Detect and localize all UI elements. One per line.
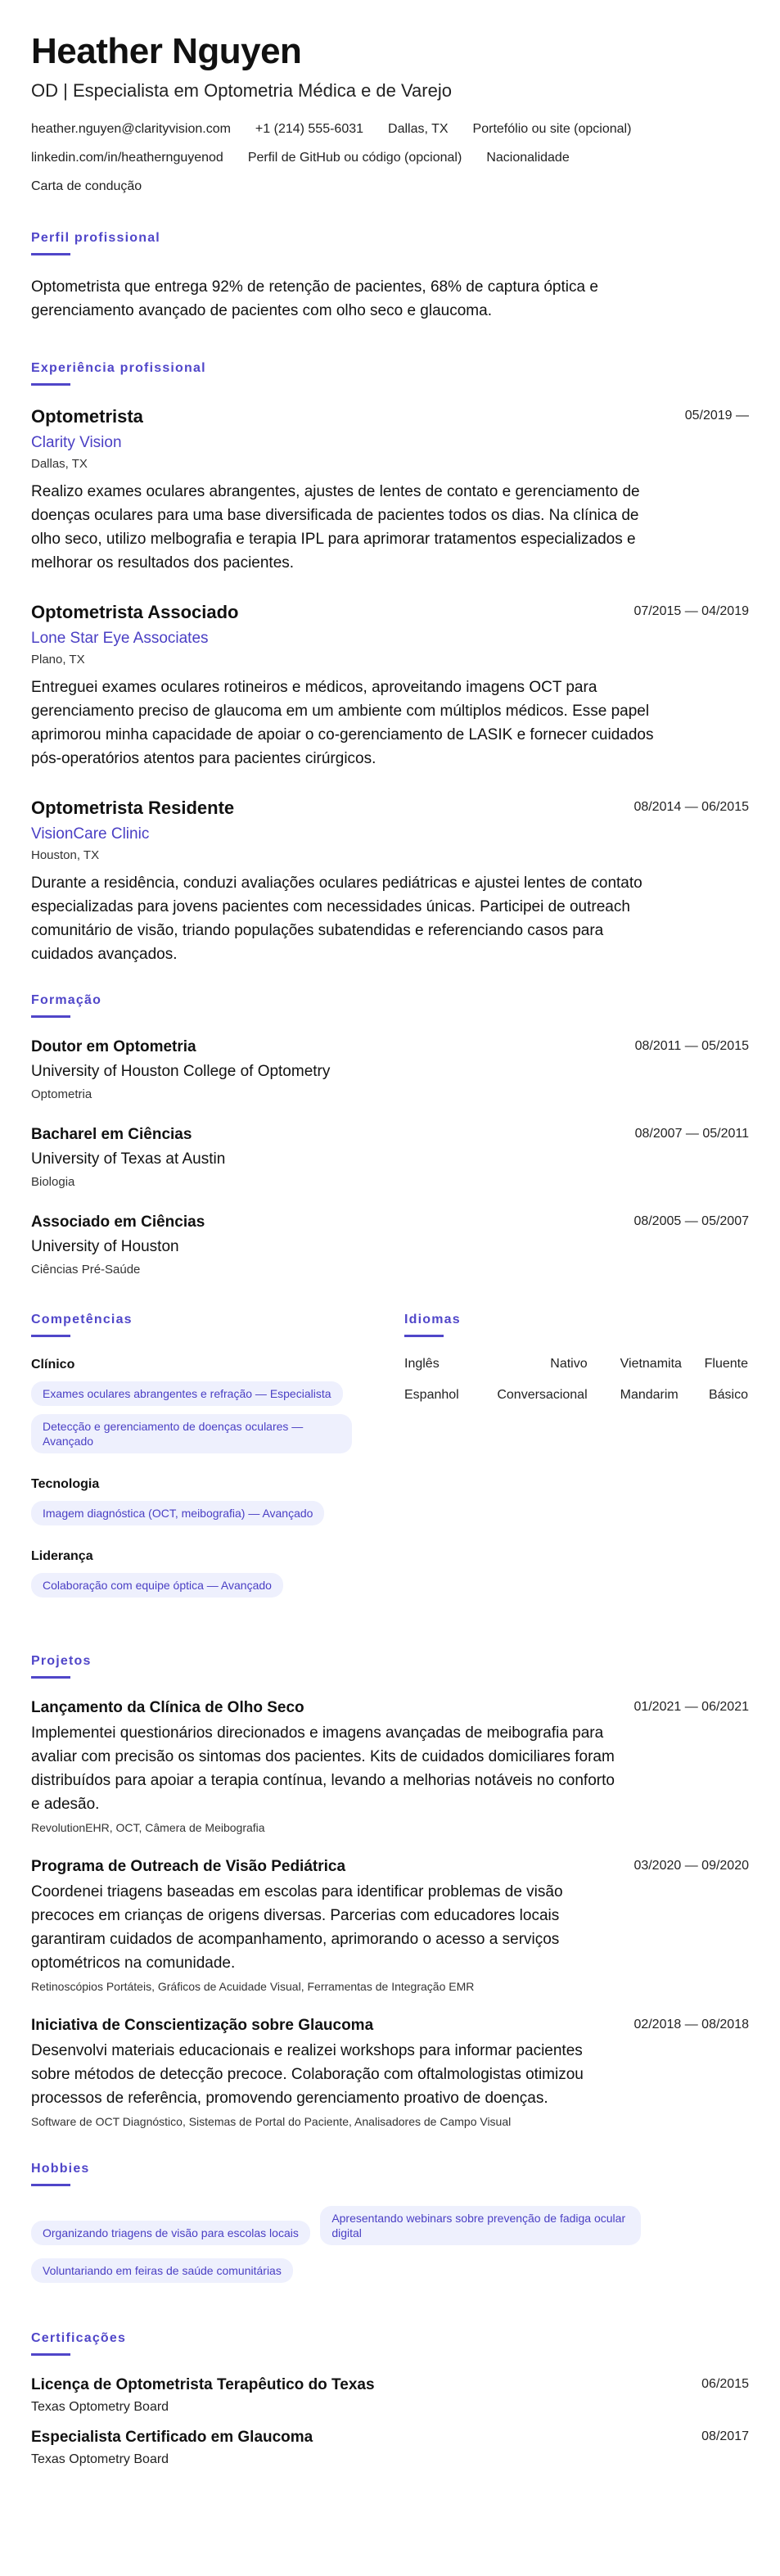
experience-section [31,360,749,966]
section-divider [404,1335,444,1337]
contact-driving-license: Carta de condução [31,179,142,193]
resume-header [31,31,749,207]
contact-email[interactable]: heather.nguyen@clarityvision.com [31,122,231,136]
skills-section [31,1312,375,1620]
projects-section [31,1653,749,2130]
edu-degree: Doutor em Optometria [31,1038,196,1055]
job-description: Realizo exames oculares abrangentes, ajustes de lentes de contato e gerenciamento de doenças oculares para uma base diversificada de pacientes todos os dias. Na clínica de olho seco, utilizo melbografia e terapia IPL para aprimorar tratamentos especializados e melhorar os resultados dos pacientes. [31,483,640,572]
summary-section [31,230,749,323]
job-location: Houston, TX [31,848,100,862]
edu-field: Ciências Pré-Saúde [31,1263,141,1277]
contact-nationality: Nacionalidade [486,151,570,165]
section-title: Certificações [31,2331,127,2345]
project-item [31,2016,749,2130]
section-divider [31,2353,70,2356]
project-date: 03/2020 — 09/2020 [633,1859,749,1873]
section-divider [31,1335,70,1337]
cert-name: Especialista Certificado em Glaucoma [31,2429,313,2446]
job-date: 08/2014 — 06/2015 [633,800,749,814]
edu-school: University of Houston College of Optometry [31,1063,331,1080]
certification-item [31,2375,749,2416]
section-divider [31,383,70,386]
skill-tag: Detecção e gerenciamento de doenças oculares — Avançado [31,1414,352,1453]
education-item [31,1213,749,1279]
edu-school: University of Texas at Austin [31,1150,226,1168]
language-level: Conversacional [497,1388,588,1402]
section-divider [31,1676,70,1679]
edu-degree: Associado em Ciências [31,1213,205,1231]
project-description: Coordenei triagens baseadas em escolas para identificar problemas de visão precoces em crianças de origens diversas. Parcerias com educadores locais garantiram cuidados de acompanhamento, aprimorando o acesso a serviços optométricos na comunidade. [31,1883,563,1972]
hobby-tag: Organizando triagens de visão para escolas locais [31,2221,310,2245]
skill-group [31,1476,375,1534]
job-title: Optometrista Residente [31,798,235,818]
project-tech: RevolutionEHR, OCT, Câmera de Meibografia [31,1821,265,1834]
skill-group-title: Liderança [31,1549,93,1563]
edu-date: 08/2011 — 05/2015 [634,1039,749,1053]
education-section [31,992,749,1279]
project-title: Lançamento da Clínica de Olho Seco [31,1699,304,1716]
job-company: Lone Star Eye Associates [31,630,209,647]
edu-field: Biologia [31,1175,75,1189]
language-name: Vietnamita [620,1357,682,1371]
section-title: Idiomas [404,1313,461,1326]
section-title: Formação [31,993,102,1007]
section-divider [31,1015,70,1018]
section-title: Perfil profissional [31,231,160,245]
language-name: Mandarim [620,1388,679,1402]
certifications-section [31,2330,749,2469]
project-title: Programa de Outreach de Visão Pediátrica [31,1858,346,1875]
job-date: 07/2015 — 04/2019 [633,604,749,618]
hobbies-section [31,2161,749,2296]
language-row [404,1388,748,1419]
hobby-tag: Apresentando webinars sobre prevenção de fadiga ocular digital [320,2206,641,2245]
skill-tag: Exames oculares abrangentes e refração — Especialista [31,1381,343,1406]
education-item [31,1125,749,1191]
contact-portfolio[interactable]: Portefólio ou site (opcional) [472,122,632,136]
contact-row-3 [31,179,749,207]
section-title: Projetos [31,1654,92,1668]
project-date: 02/2018 — 08/2018 [633,2018,749,2031]
job-date: 05/2019 — [684,409,749,423]
education-item [31,1037,749,1104]
candidate-name: Heather Nguyen [31,31,302,71]
skill-group-title: Clínico [31,1358,75,1372]
languages-table [404,1357,748,1419]
job-title: Optometrista Associado [31,602,239,622]
project-description: Implementei questionários direcionados e imagens avançadas de meibografia para avaliar com precisão os sintomas dos pacientes. Kits de cuidados domiciliares foram distribuídos para apoiar a terapia contínua, levando a melhorias notáveis no conforto e adesão. [31,1724,615,1813]
edu-school: University of Houston [31,1238,179,1255]
skill-tag: Imagem diagnóstica (OCT, meibografia) — Avançado [31,1501,324,1525]
language-level: Fluente [704,1357,748,1371]
project-title: Iniciativa de Conscientização sobre Glaucoma [31,2017,374,2034]
skill-tag: Colaboração com equipe óptica — Avançado [31,1573,283,1598]
edu-date: 08/2005 — 05/2007 [633,1214,749,1228]
job-title: Optometrista [31,406,143,427]
language-name: Inglês [404,1357,440,1371]
section-title: Competências [31,1313,133,1326]
job-location: Plano, TX [31,653,85,667]
project-tech: Retinoscópios Portáteis, Gráficos de Acuidade Visual, Ferramentas de Integração EMR [31,1980,475,1993]
job-location: Dallas, TX [31,457,88,471]
contact-linkedin[interactable]: linkedin.com/in/heathernguyenod [31,151,223,165]
project-tech: Software de OCT Diagnóstico, Sistemas de Portal do Paciente, Analisadores de Campo Visual [31,2115,512,2128]
cert-date: 06/2015 [701,2377,749,2391]
project-description: Desenvolvi materiais educacionais e realizei workshops para informar pacientes sobre métodos de detecção precoce. Colaboração com oftalmologistas otimizou processos de referência, promovendo gerenciamento proativo de doenças. [31,2042,584,2107]
job-company: VisionCare Clinic [31,825,150,843]
experience-item [31,405,749,575]
skills-languages-row [31,1312,749,1620]
contact-row-2 [31,150,749,179]
cert-date: 08/2017 [701,2429,749,2443]
hobby-list [31,2206,749,2296]
experience-item [31,601,749,771]
section-title: Experiência profissional [31,361,206,375]
hobby-tag: Voluntariando em feiras de saúde comunitárias [31,2258,293,2283]
contact-row-1 [31,121,749,150]
project-item [31,1857,749,1995]
skill-group-title: Tecnologia [31,1477,100,1491]
job-description: Durante a residência, conduzi avaliações oculares pediátricas e ajustei lentes de contato especializadas para jovens pacientes com necessidades únicas. Participei de outreach comunitário de visão, triando populações subatendidas e referenciando casos para cuidados avançados. [31,874,642,963]
summary-text: Optometrista que entrega 92% de retenção de pacientes, 68% de captura óptica e gerenciamento avançado de pacientes com olho seco e glaucoma. [31,278,598,319]
contact-phone[interactable]: +1 (214) 555-6031 [255,122,364,136]
section-divider [31,253,70,255]
project-item [31,1698,749,1836]
edu-degree: Bacharel em Ciências [31,1126,192,1143]
cert-issuer: Texas Optometry Board [31,2452,169,2466]
job-company: Clarity Vision [31,434,122,451]
contact-location: Dallas, TX [388,122,449,136]
certification-item [31,2428,749,2469]
language-level: Básico [708,1388,748,1402]
headline: OD | Especialista em Optometria Médica e de Varejo [31,80,452,101]
job-description: Entreguei exames oculares rotineiros e médicos, aproveitando imagens OCT para gerenciamento preciso de glaucoma em um ambiente com múltiplos médicos. Esse papel aprimorou minha capacidade de apoiar o co-gerenciamento de LASIK e fornecer cuidados pós-operatórios atentos para pacientes cirúrgicos. [31,679,654,767]
contact-github[interactable]: Perfil de GitHub ou código (opcional) [247,151,462,165]
skill-group [31,1548,375,1606]
language-row [404,1357,748,1388]
experience-item [31,797,749,966]
section-divider [31,2184,70,2186]
language-name: Espanhol [404,1388,459,1402]
edu-date: 08/2007 — 05/2011 [634,1127,749,1141]
languages-section [404,1312,748,1620]
edu-field: Optometria [31,1087,92,1101]
project-date: 01/2021 — 06/2021 [633,1700,749,1714]
cert-issuer: Texas Optometry Board [31,2400,169,2414]
language-level: Nativo [550,1357,588,1371]
section-title: Hobbies [31,2162,90,2176]
skill-group [31,1357,375,1462]
cert-name: Licença de Optometrista Terapêutico do Texas [31,2376,375,2393]
